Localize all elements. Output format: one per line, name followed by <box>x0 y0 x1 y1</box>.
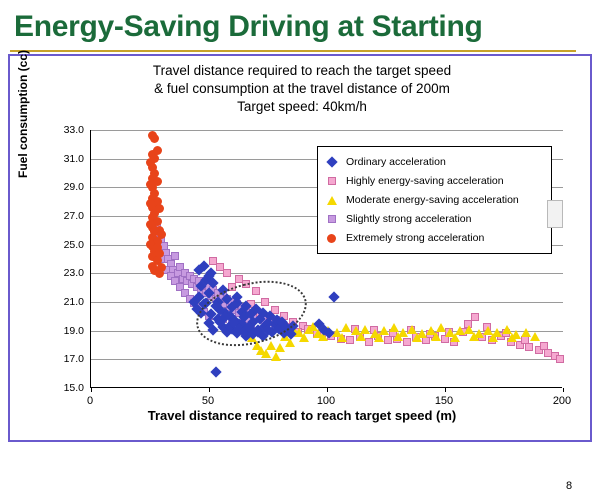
legend-item-extremely-strong <box>324 228 545 247</box>
data-point <box>299 333 309 342</box>
legend-label: Extremely strong acceleration <box>346 231 485 244</box>
data-point <box>356 332 366 341</box>
data-point <box>216 263 224 271</box>
data-point <box>393 332 403 341</box>
data-point <box>155 204 164 213</box>
page-title: Energy-Saving Driving at Starting <box>14 10 483 43</box>
data-point <box>525 343 533 351</box>
legend-item-moderate-energy-saving <box>324 190 545 209</box>
y-axis-tick-label: 15.0 <box>63 382 84 394</box>
gridline <box>91 359 563 360</box>
x-axis-tick <box>327 388 328 392</box>
x-axis-tick-label: 0 <box>86 395 94 407</box>
data-point <box>471 313 479 321</box>
x-axis-tick-label: 150 <box>434 395 454 407</box>
diamond-marker-icon <box>324 154 340 170</box>
y-axis-tick-label: 21.0 <box>63 296 84 308</box>
x-axis-tick-label: 200 <box>552 395 572 407</box>
x-axis-tick <box>445 388 446 392</box>
data-point <box>365 338 373 346</box>
legend-item-ordinary <box>324 152 545 171</box>
gridline <box>91 302 563 303</box>
title-divider <box>10 50 576 52</box>
y-axis-tick-label: 17.0 <box>63 353 84 366</box>
data-point <box>210 366 221 377</box>
legend-resize-handle[interactable] <box>547 200 563 228</box>
legend-label: Moderate energy-saving acceleration <box>346 193 519 206</box>
subtitle-line-1: Travel distance required to reach the target speed <box>152 63 452 78</box>
data-point <box>540 342 548 350</box>
data-point <box>146 158 155 167</box>
data-point <box>153 243 162 252</box>
data-point <box>488 333 498 342</box>
data-point <box>346 336 354 344</box>
circle-marker-icon <box>324 230 340 246</box>
legend-label: Highly energy-saving acceleration <box>346 174 504 187</box>
title-bar <box>0 4 600 50</box>
data-point <box>153 146 162 155</box>
y-axis-tick-label: 25.0 <box>63 238 84 251</box>
x-axis-tick-label: 100 <box>316 395 336 407</box>
data-point <box>223 269 231 277</box>
data-point <box>171 252 179 260</box>
y-axis-tick-label: 33.0 <box>63 124 84 136</box>
data-point <box>412 333 422 342</box>
chart-legend <box>317 146 552 254</box>
data-point <box>530 332 540 341</box>
gridline <box>91 130 563 131</box>
triangle-marker-icon <box>324 192 340 208</box>
data-point <box>431 332 441 341</box>
data-point <box>403 338 411 346</box>
legend-label: Ordinary acceleration <box>346 155 446 168</box>
data-point <box>507 333 517 342</box>
data-point <box>469 332 479 341</box>
y-axis-tick-label: 29.0 <box>63 181 84 194</box>
data-point <box>374 333 384 342</box>
data-point <box>146 199 155 208</box>
y-axis-tick-label: 19.0 <box>63 324 84 337</box>
x-axis-tick-label: 50 <box>201 395 215 407</box>
violet-square-marker-icon <box>324 211 340 227</box>
subtitle-line-3: Target speed: 40km/h <box>237 99 367 114</box>
legend-item-highly-energy-saving <box>324 171 545 190</box>
page-number: 8 <box>566 480 573 492</box>
x-axis-tick <box>91 388 92 392</box>
x-axis-title: Travel distance required to reach target speed (m) <box>147 408 457 423</box>
x-axis-tick <box>563 388 564 392</box>
square-marker-icon <box>324 173 340 189</box>
y-axis-tick-label: 31.0 <box>63 152 84 165</box>
legend-label: Slightly strong acceleration <box>346 212 472 225</box>
data-point <box>150 134 159 143</box>
data-point <box>271 352 281 361</box>
y-axis-title: Fuel consumption (cc) <box>16 49 30 178</box>
data-point <box>556 355 564 363</box>
data-point <box>521 336 529 344</box>
x-axis-tick <box>209 388 210 392</box>
y-axis-tick-label: 27.0 <box>63 210 84 222</box>
data-point <box>146 180 155 189</box>
y-axis-tick-label: 23.0 <box>63 267 84 280</box>
data-point <box>384 336 392 344</box>
data-point <box>337 333 347 342</box>
data-point <box>450 333 460 342</box>
data-point <box>209 257 217 265</box>
legend-item-slightly-strong <box>324 209 545 228</box>
chart-subtitle <box>10 62 594 116</box>
chart-panel <box>8 49 592 492</box>
subtitle-line-2: & fuel consumption at the travel distance of 200m <box>154 81 450 96</box>
